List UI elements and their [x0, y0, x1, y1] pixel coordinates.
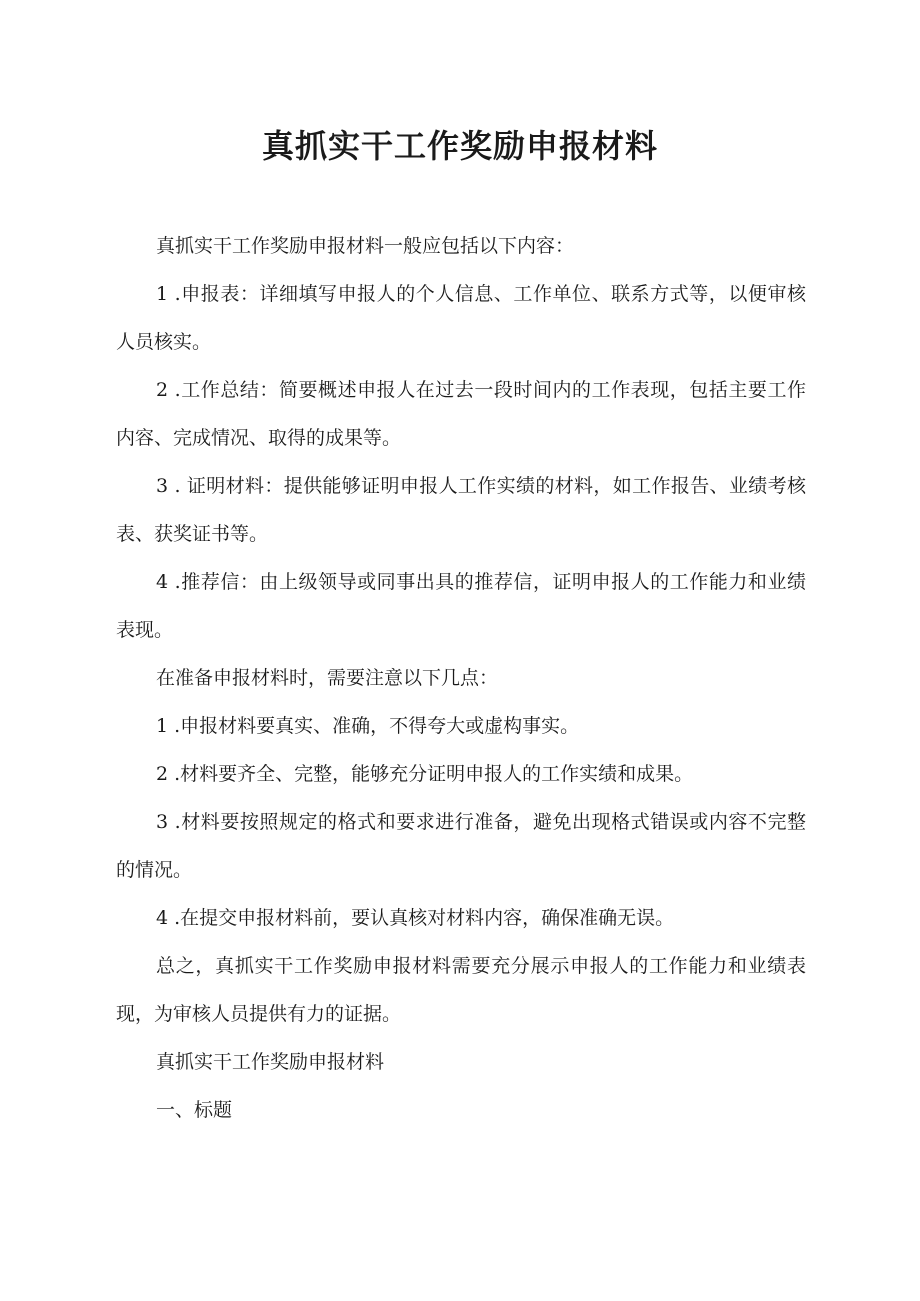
paragraph: 1 .申报材料要真实、准确，不得夸大或虚构事实。 — [156, 715, 580, 737]
paragraph: 4 .在提交申报材料前，要认真核对材料内容，确保准确无误。 — [156, 907, 675, 929]
paragraph: 1 .申报表：详细填写申报人的个人信息、工作单位、联系方式等，以便审核人员核实。 — [116, 283, 806, 353]
paragraph: 4 .推荐信：由上级领导或同事出具的推荐信，证明申报人的工作能力和业绩表现。 — [116, 571, 806, 641]
paragraph: 一、标题 — [156, 1099, 233, 1121]
paragraph: 3 .材料要按照规定的格式和要求进行准备，避免出现格式错误或内容不完整的情况。 — [116, 811, 806, 881]
paragraph: 真抓实干工作奖励申报材料一般应包括以下内容： — [156, 235, 575, 257]
paragraph: 2 .材料要齐全、完整，能够充分证明申报人的工作实绩和成果。 — [156, 763, 694, 785]
document-title: 真抓实干工作奖励申报材料 — [261, 127, 658, 165]
document-body — [116, 222, 806, 1134]
paragraph: 总之，真抓实干工作奖励申报材料需要充分展示申报人的工作能力和业绩表现，为审核人员提供有力的证据。 — [116, 955, 806, 1025]
paragraph: 2 .工作总结：简要概述申报人在过去一段时间内的工作表现，包括主要工作内容、完成情况、取得的成果等。 — [116, 379, 806, 449]
paragraph: 真抓实干工作奖励申报材料 — [156, 1051, 385, 1073]
paragraph: 3 . 证明材料：提供能够证明申报人工作实绩的材料，如工作报告、业绩考核表、获奖证书等。 — [116, 475, 806, 545]
paragraph: 在准备申报材料时，需要注意以下几点： — [156, 667, 499, 689]
